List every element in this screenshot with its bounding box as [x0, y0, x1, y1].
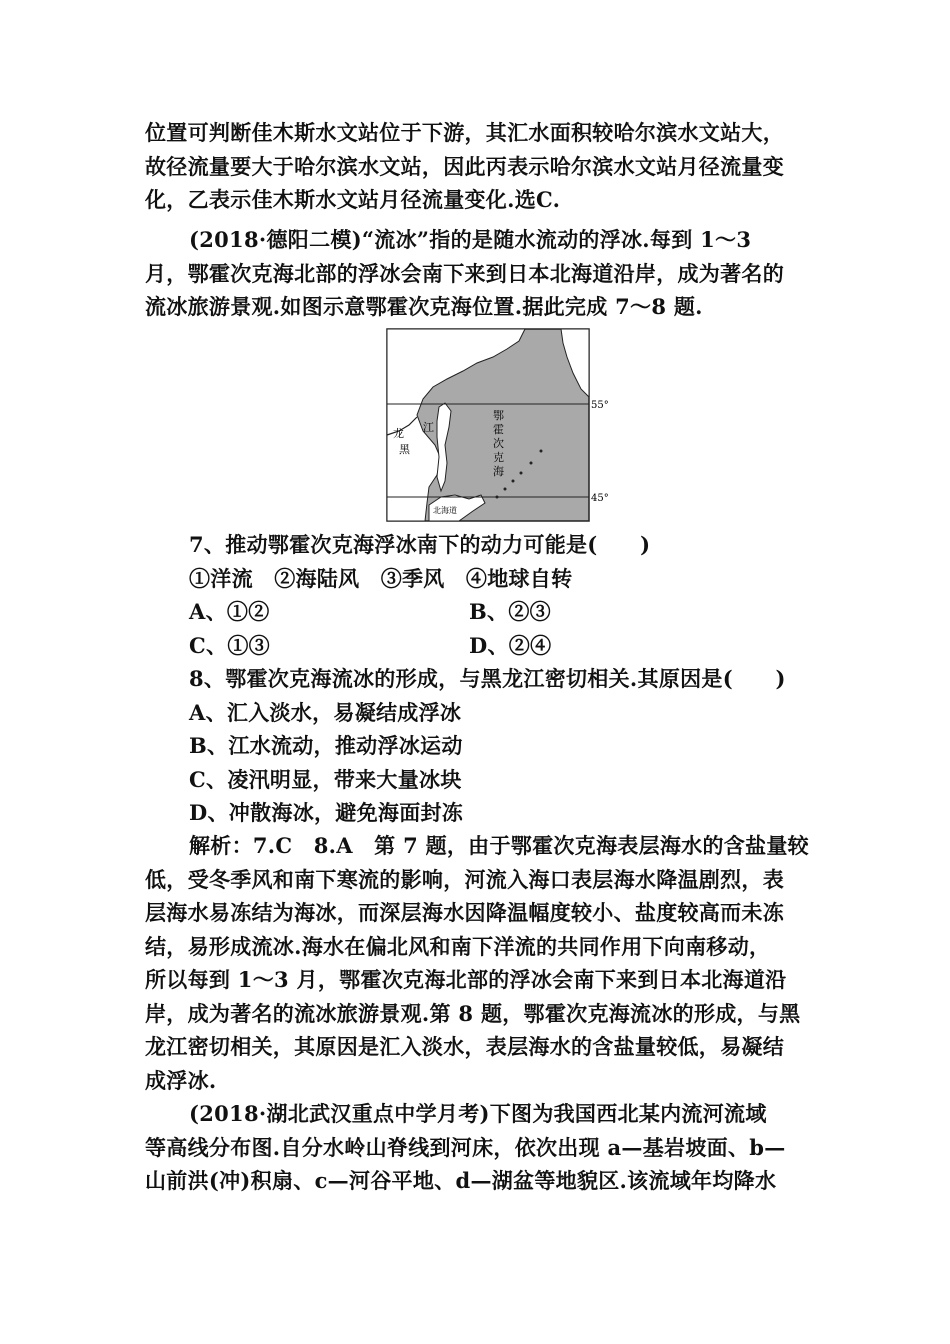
- q7-option-d[interactable]: D、②④: [469, 632, 552, 658]
- analysis-line: 层海水易冻结为海冰，而深层海水因降温幅度较小、盐度较高而未冻: [145, 900, 784, 925]
- q8-option-a[interactable]: A、汇入淡水，易凝结成浮冰: [189, 699, 462, 725]
- q7-option-a[interactable]: A、①②: [189, 599, 270, 624]
- next-intro-line: 等高线分布图.自分水岭山脊线到河床，依次出现 a—基岩坡面、b—: [145, 1134, 786, 1160]
- q7-options-row-2: [145, 629, 810, 663]
- next-question-intro: [145, 1097, 810, 1198]
- para-top: [145, 116, 810, 217]
- q8-option-d[interactable]: D、冲散海冰，避免海面封冻: [189, 800, 464, 825]
- analysis: [145, 829, 810, 1097]
- analysis-line: 龙江密切相关，其原因是汇入淡水，表层海水的含盐量较低，易凝结: [145, 1034, 784, 1059]
- q8-option-b[interactable]: B、江水流动，推动浮冰运动: [189, 733, 463, 758]
- q8-option-c[interactable]: C、凌汛明显，带来大量冰块: [189, 766, 462, 792]
- para-top-line: 位置可判断佳木斯水文站位于下游，其汇水面积较哈尔滨水文站大，: [145, 120, 784, 145]
- analysis-line: 岸，成为著名的流冰旅游景观.第 8 题，鄂霍次克海流冰的形成，与黑: [145, 1000, 801, 1026]
- para-top-line: 化，乙表示佳木斯水文站月径流量变化.选C.: [145, 187, 561, 212]
- question-7: [145, 528, 810, 662]
- analysis-line: 成浮冰.: [145, 1067, 217, 1093]
- sea-label-char: 次: [493, 437, 504, 450]
- sea-label-char: 海: [493, 465, 504, 478]
- intro-line: 月，鄂霍次克海北部的浮冰会南下来到日本北海道沿岸，成为著名的: [145, 260, 784, 286]
- q7-option-b[interactable]: B、②③: [469, 599, 551, 624]
- lat-55-label: 55°: [591, 400, 609, 411]
- question-8: [145, 662, 810, 830]
- q7-option-c[interactable]: C、①③: [189, 632, 270, 658]
- next-intro-line: 山前洪(冲)积扇、c—河谷平地、d—湖盆等地貌区.该流域年均降水: [145, 1168, 777, 1193]
- para-top-line: 故径流量要大于哈尔滨水文站，因此丙表示哈尔滨水文站月径流量变: [145, 153, 784, 179]
- q8-stem: 8、鄂霍次克海流冰的形成，与黑龙江密切相关.其原因是( ): [189, 666, 786, 691]
- sea-label-char: 克: [493, 451, 504, 464]
- analysis-line: 低，受冬季风和南下寒流的影响，河流入海口表层海水降温剧烈，表: [145, 866, 784, 892]
- lat-45-label: 45°: [591, 493, 609, 504]
- okhotsk-sea-map: [385, 327, 613, 523]
- river-label: 黑: [399, 443, 410, 456]
- analysis-line: 解析：7.C 8.A 第 7 题，由于鄂霍次克海表层海水的含盐量较: [189, 833, 809, 858]
- q7-options-row-1: [145, 595, 810, 629]
- analysis-line: 结，易形成流冰.海水在偏北风和南下洋流的共同作用下向南移动，: [145, 933, 771, 959]
- next-intro-line: (2018·湖北武汉重点中学月考)下图为我国西北某内流河流域: [189, 1101, 767, 1126]
- sea-label-char: 霍: [493, 423, 504, 436]
- sea-label-char: 鄂: [493, 409, 504, 422]
- river-label: 龙: [393, 427, 404, 440]
- river-label: 江: [423, 421, 434, 434]
- q7-stem: 7、推动鄂霍次克海浮冰南下的动力可能是( ): [189, 532, 651, 557]
- hokkaido-label: 北海道: [433, 506, 457, 515]
- map-svg: [385, 327, 613, 523]
- intro-line: (2018·德阳二模)“流冰”指的是随水流动的浮冰.每到 1～3: [189, 227, 752, 252]
- question-intro: [145, 223, 810, 324]
- intro-line: 流冰旅游景观.如图示意鄂霍次克海位置.据此完成 7～8 题.: [145, 294, 703, 319]
- q7-items: ①洋流 ②海陆风 ③季风 ④地球自转: [189, 565, 573, 591]
- analysis-line: 所以每到 1～3 月，鄂霍次克海北部的浮冰会南下来到日本北海道沿: [145, 967, 787, 992]
